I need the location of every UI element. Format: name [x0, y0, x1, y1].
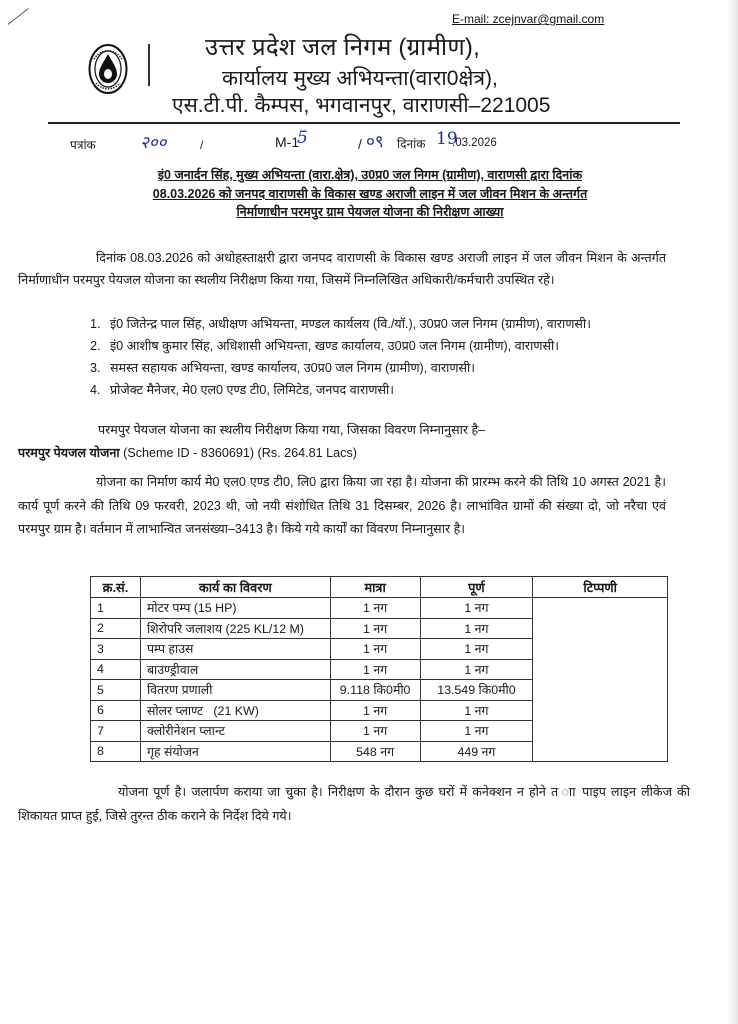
scheme-name: परमपुर पेयजल योजना: [18, 446, 120, 460]
cell-item: क्लोरीनेशन प्लान्ट: [140, 721, 330, 742]
cell-serial: 7: [91, 721, 141, 742]
email-address: E-mail: zcejnvar@gmail.com: [452, 12, 605, 26]
subject-line-2: 08.03.2026 को जनपद वाराणसी के विकास खण्ड अराजी लाइन में जल जीवन मिशन के अन्तर्गत: [152, 186, 588, 201]
attendee-text: इं0 जितेन्द्र पाल सिंह, अधीक्षण अभियन्ता, मण्डल कार्यलय (वि./यॉ.), उ0प्र0 जल निगम (ग्रामीण), वाराणसी।: [110, 317, 591, 331]
cell-item: सोलर प्लाण्ट (21 KW): [140, 700, 330, 721]
attendee-number: 1.: [90, 317, 101, 331]
jal-nigam-logo: [88, 43, 128, 95]
cell-quantity: 1 नग: [330, 618, 420, 639]
cell-completed: 1 नग: [420, 618, 533, 639]
attendee-text: समस्त सहायक अभियन्ता, खण्ड कार्यालय, उ0प्र0 जल निगम (ग्रामीण), वाराणसी।: [110, 361, 476, 375]
scan-edge-shadow: [727, 0, 738, 1024]
table-row: [91, 598, 668, 619]
scheme-title: [18, 444, 357, 461]
attendee-number: 3.: [90, 361, 101, 375]
conclusion-paragraph: योजना पूर्ण है। जलार्पण कराया जा चुका है। निरीक्षण के दौरान कुछ घरों में कनेक्शन न होने त ाा पाइप लाइन लीकेज की शिकायत प्राप्त हुई, जिसे तुरन्त ठीक कराने के निर्देश दिये गये।: [18, 785, 690, 823]
attendee-number: 2.: [90, 339, 101, 353]
works-table: [90, 576, 668, 762]
pen-mark: [8, 8, 29, 25]
header-divider: [148, 44, 150, 86]
attendee-item: [90, 379, 668, 401]
cell-item: शिरोपरि जलाशय (225 KL/12 M): [140, 618, 330, 639]
attendee-list: [90, 313, 668, 401]
cell-remarks: [533, 598, 668, 762]
subject-heading: [90, 166, 650, 222]
cell-completed: 1 नग: [420, 721, 533, 742]
office-address: एस.टी.पी. कैम्पस, भगवानपुर, वाराणसी–221005: [172, 94, 551, 117]
separator-2: /: [358, 136, 362, 152]
attendee-text: इं0 आशीष कुमार सिंह, अधिशासी अभियन्ता, खण्ड कार्यालय, उ0प्र0 जल निगम (ग्रामीण), वाराणसी।: [110, 339, 559, 353]
cell-quantity: 1 नग: [330, 639, 420, 660]
org-name: उत्तर प्रदेश जल निगम (ग्रामीण),: [205, 34, 480, 61]
cell-item: वितरण प्रणाली: [140, 680, 330, 701]
cell-completed: 1 नग: [420, 598, 533, 619]
date-suffix: .03.2026: [452, 137, 497, 149]
header-quantity: मात्रा: [330, 577, 420, 598]
cell-serial: 2: [91, 618, 141, 639]
header-remarks: टिप्पणी: [533, 577, 668, 598]
cell-serial: 8: [91, 741, 141, 762]
file-prefix: M-1: [275, 134, 300, 150]
month-handwritten: ०९: [366, 132, 384, 152]
cell-serial: 1: [91, 598, 141, 619]
header-serial: क्र.सं.: [91, 577, 141, 598]
cell-quantity: 9.118 कि0मी0: [330, 680, 420, 701]
cell-item: मोटर पम्प (15 HP): [140, 598, 330, 619]
cell-quantity: 1 नग: [330, 659, 420, 680]
attendee-item: [90, 335, 668, 357]
subject-line-3: निर्माणाधीन परमपुर ग्राम पेयजल योजना की निरीक्षण आख्या: [236, 205, 504, 219]
scheme-description: योजना का निर्माण कार्य मे0 एल0 एण्ड टी0, लि0 द्वारा किया जा रहा है। योजना की प्रारम्भ करने की तिथि 10 अगस्त 2021 है। कार्य पूर्ण करने की तिथि 09 फरवरी, 2023 थी, जो नयी संशोधित तिथि 31 दिसम्बर, 2026 है। लाभांवित ग्रामों की संख्या दो, जो नरैचा एवं परमपुर ग्राम है। वर्तमान में लाभान्वित जनसंख्या–3413 है। किये गये कार्यों का विवरण निम्नानुसार है।: [18, 475, 666, 536]
attendee-item: [90, 357, 668, 379]
inspection-note: परमपुर पेयजल योजना का स्थलीय निरीक्षण किया गया, जिसका विवरण निम्नानुसार है–: [98, 423, 486, 437]
cell-completed: 449 नग: [420, 741, 533, 762]
scheme-details: (Scheme ID - 8360691) (Rs. 264.81 Lacs): [119, 446, 357, 460]
date-label: दिनांक: [397, 137, 426, 151]
subject-line-1: इं0 जनार्दन सिंह, मुख्य अभियन्ता (वारा.क्षेत्र), उ0प्र0 जल निगम (ग्रामीण), वाराणसी द्वारा दिनांक: [157, 168, 583, 182]
day-handwritten: 19: [436, 129, 458, 149]
header-work-description: कार्य का विवरण: [140, 577, 330, 598]
cell-item: बाउण्ड्रीवाल: [140, 659, 330, 680]
cell-quantity: 1 नग: [330, 700, 420, 721]
cell-completed: 1 नग: [420, 639, 533, 660]
cell-quantity: 1 नग: [330, 721, 420, 742]
header-rule: [48, 122, 680, 124]
letter-number-handwritten: २००: [140, 133, 167, 153]
cell-serial: 6: [91, 700, 141, 721]
intro-paragraph: दिनांक 08.03.2026 को अधोहस्ताक्षरी द्वारा जनपद वाराणसी के विकास खण्ड अराजी लाइन में जल जीवन मिशन के अन्तर्गत निर्माणाधीन परमपुर पेयजल योजना का स्थलीय निरीक्षण किया गया, जिसमें निम्नलिखित अधिकारी/कर्मचारी उपस्थित रहे।: [18, 251, 666, 287]
separator: /: [200, 138, 204, 152]
attendee-number: 4.: [90, 383, 101, 397]
office-name: कार्यालय मुख्य अभियन्ता(वारा0क्षेत्र),: [222, 67, 498, 90]
cell-completed: 13.549 कि0मी0: [420, 680, 533, 701]
header-completed: पूर्ण: [420, 577, 533, 598]
cell-serial: 3: [91, 639, 141, 660]
cell-serial: 4: [91, 659, 141, 680]
cell-completed: 1 नग: [420, 659, 533, 680]
letter-number-label: पत्रांक: [70, 138, 96, 152]
cell-item: पम्प हाउस: [140, 639, 330, 660]
cell-completed: 1 नग: [420, 700, 533, 721]
attendee-item: [90, 313, 668, 335]
file-number-handwritten: 5: [297, 128, 308, 148]
cell-item: गृह संयोजन: [140, 741, 330, 762]
cell-quantity: 548 नग: [330, 741, 420, 762]
cell-quantity: 1 नग: [330, 598, 420, 619]
attendee-text: प्रोजेक्ट मैनेजर, मे0 एल0 एण्ड टी0, लिमिटेड, जनपद वाराणसी।: [110, 383, 395, 397]
cell-serial: 5: [91, 680, 141, 701]
table-header-row: [91, 577, 668, 598]
